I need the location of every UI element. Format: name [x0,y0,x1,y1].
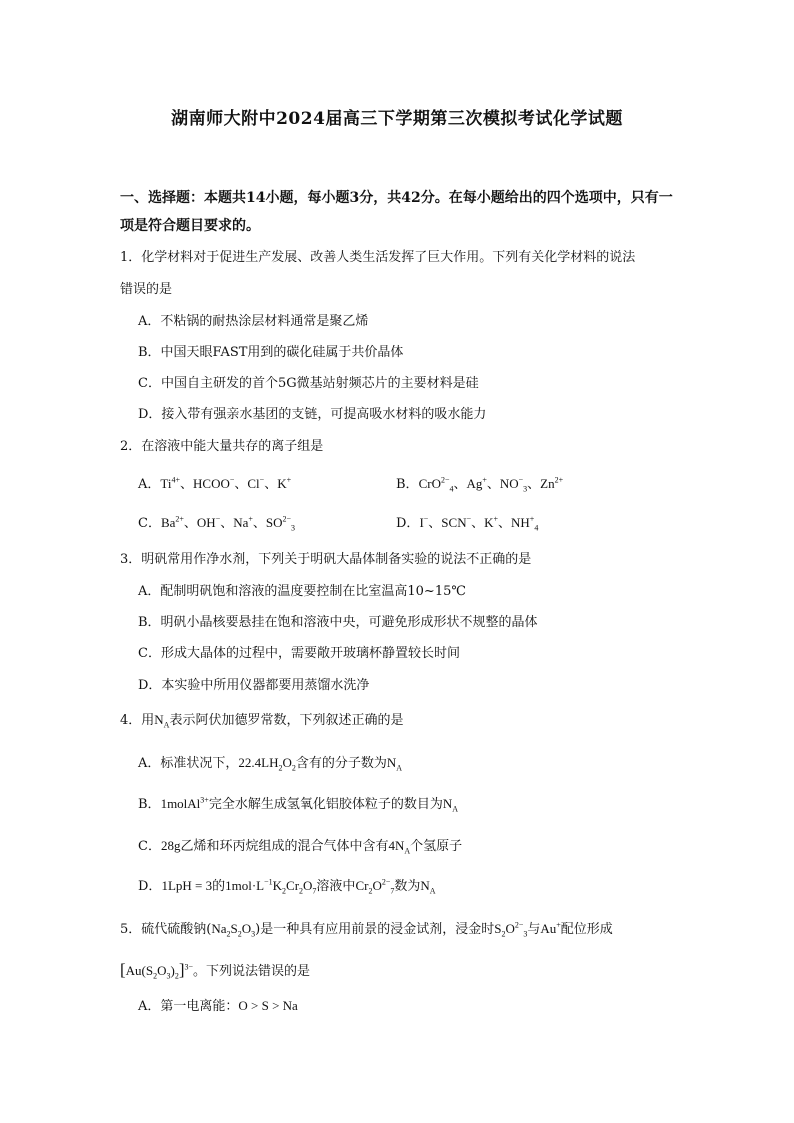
q5-ion-au: Au+ [540,920,561,936]
q4-d-concentration: $1mol\cdot L^{-1}K_2Cr_2O_7$ [225,877,317,896]
q4-d-pre: D． [138,879,162,894]
q4-stem [120,710,403,731]
q4-d-mid3: 数为 [394,879,421,894]
q2-option-c [138,513,295,534]
q1-option-d: D．接入带有强亲水基团的支链，可提高吸水材料的吸水能力 [138,407,487,422]
q4-c-count: $4N_A$ [388,838,411,856]
q1-stem-line1: 1．化学材料对于促进生产发展、改善人类生活发挥了巨大作用。下列有关化学材料的说法 [120,250,636,265]
q5-ion-s2o3: $S_2O^{2-}_3$ [494,920,528,939]
q3-option-d: D．本实验中所用仪器都要用蒸馏水洗净 [138,678,370,693]
q4-c-mid: 乙烯和环丙烷组成的混合气体中含有 [180,839,389,854]
q1-option-c: C．中国自主研发的首个5G微基站射频芯片的主要材料是硅 [138,376,479,391]
q4-a-na: $N_A$ [386,755,403,773]
q2-option-a-ions: $Ti^{4+}$、HCOO−、Cl−、K+ [160,475,292,491]
q4-stem-pre: 4．用 [120,713,155,728]
q4-d-ion: $Cr_2O^{2-}_7$ [355,877,395,896]
q4-option-d [138,876,436,897]
q4-c-pre: C． [138,839,161,854]
q5-stem-line2 [120,960,310,982]
q2-option-d-label: D． [396,516,420,531]
q2-option-c-ions: $Ba^{2+}$、OH−、Na+、$SO^{2-}_3$ [160,514,296,533]
q2-option-d-ions: I−、SCN−、K+、$NH^+_4$ [419,514,539,533]
q3-stem: 3．明矾常用作净水剂，下列关于明矾大晶体制备实验的说法不正确的是 [120,552,532,567]
q4-b-formula: 1molAl$^{3+}$ [160,795,209,811]
page-title: 湖南师大附中2024届高三下学期第三次模拟考试化学试题 [171,109,623,129]
q5-stem-pre: 5．硫代硫酸钠( [120,922,212,937]
q5-stem-mid2: 与 [527,922,541,937]
q5-formula-na2s2o3: $Na_2S_2O_3$ [211,921,256,939]
q3-option-a: A．配制明矾饱和溶液的温度要控制在比室温高10~15℃ [138,584,466,599]
q4-option-b [138,794,458,815]
q3-option-b: B．明矾小晶核要悬挂在饱和溶液中央，可避免形成形状不规整的晶体 [138,615,538,630]
q4-a-mid: 含有的分子数为 [295,756,387,771]
q2-option-b [396,474,563,495]
q5-a-pre: A．第一电离能： [138,999,239,1014]
q5-stem-post: 配位形成 [560,922,613,937]
q4-option-a [138,753,402,774]
q5-complex-ion: $[Au(S_2O_3)_2]^{3-}$ [120,960,194,981]
q2-option-c-label: C． [138,516,161,531]
q2-option-a [138,474,291,495]
q4-b-na: $N_A$ [442,796,458,814]
q5-option-a [138,996,298,1017]
q1-option-b: B．中国天眼FAST用到的碳化硅属于共价晶体 [138,345,404,360]
q2-option-a-label: A． [138,477,161,492]
q4-d-na: $N_A$ [420,878,436,896]
q4-d-mid2: 溶液中 [316,879,356,894]
q1-option-a: A．不粘锅的耐热涂层材料通常是聚乙烯 [138,314,369,329]
q5-stem-line2-post: 。下列说法错误的是 [193,964,311,979]
q4-option-c [138,836,462,857]
q2-option-b-ions: CrO$^{2-}_4$、Ag+、$NO^-_3$、$Zn^{2+}$ [418,475,564,494]
q4-d-mid1: 的 [212,879,226,894]
q4-d-volume-ph: 1LpH = 3 [161,878,213,893]
section-header: 一、选择题：本题共14小题，每小题3分，共42分。在每小题给出的四个选项中，只有一项是符合题目要求的。 [120,190,673,234]
q4-c-mass: 28g [160,838,181,853]
q5-a-expr: O > S > Na [238,998,298,1013]
q4-na-symbol: $N_A$ [154,712,170,730]
q4-a-pre: A．标准状况下， [138,756,239,771]
q5-stem [120,919,613,940]
q5-stem-mid1: )是一种具有应用前景的浸金试剂，浸金时 [255,922,495,937]
q2-option-b-label: B． [396,477,419,492]
q4-b-pre: B． [138,797,161,812]
q2-stem: 2．在溶液中能大量共存的离子组是 [120,439,324,454]
q4-a-formula: $22.4LH_2O_2$ [238,755,296,773]
q1-stem-line2: 错误的是 [120,282,173,297]
q4-c-post: 个氢原子 [410,839,463,854]
q4-b-mid: 完全水解生成氢氧化铝胶体粒子的数目为 [208,797,443,812]
q2-option-d [396,513,538,534]
q4-stem-post: 表示阿伏加德罗常数，下列叙述正确的是 [169,713,404,728]
q3-option-c: C．形成大晶体的过程中，需要敞开玻璃杯静置较长时间 [138,646,460,661]
